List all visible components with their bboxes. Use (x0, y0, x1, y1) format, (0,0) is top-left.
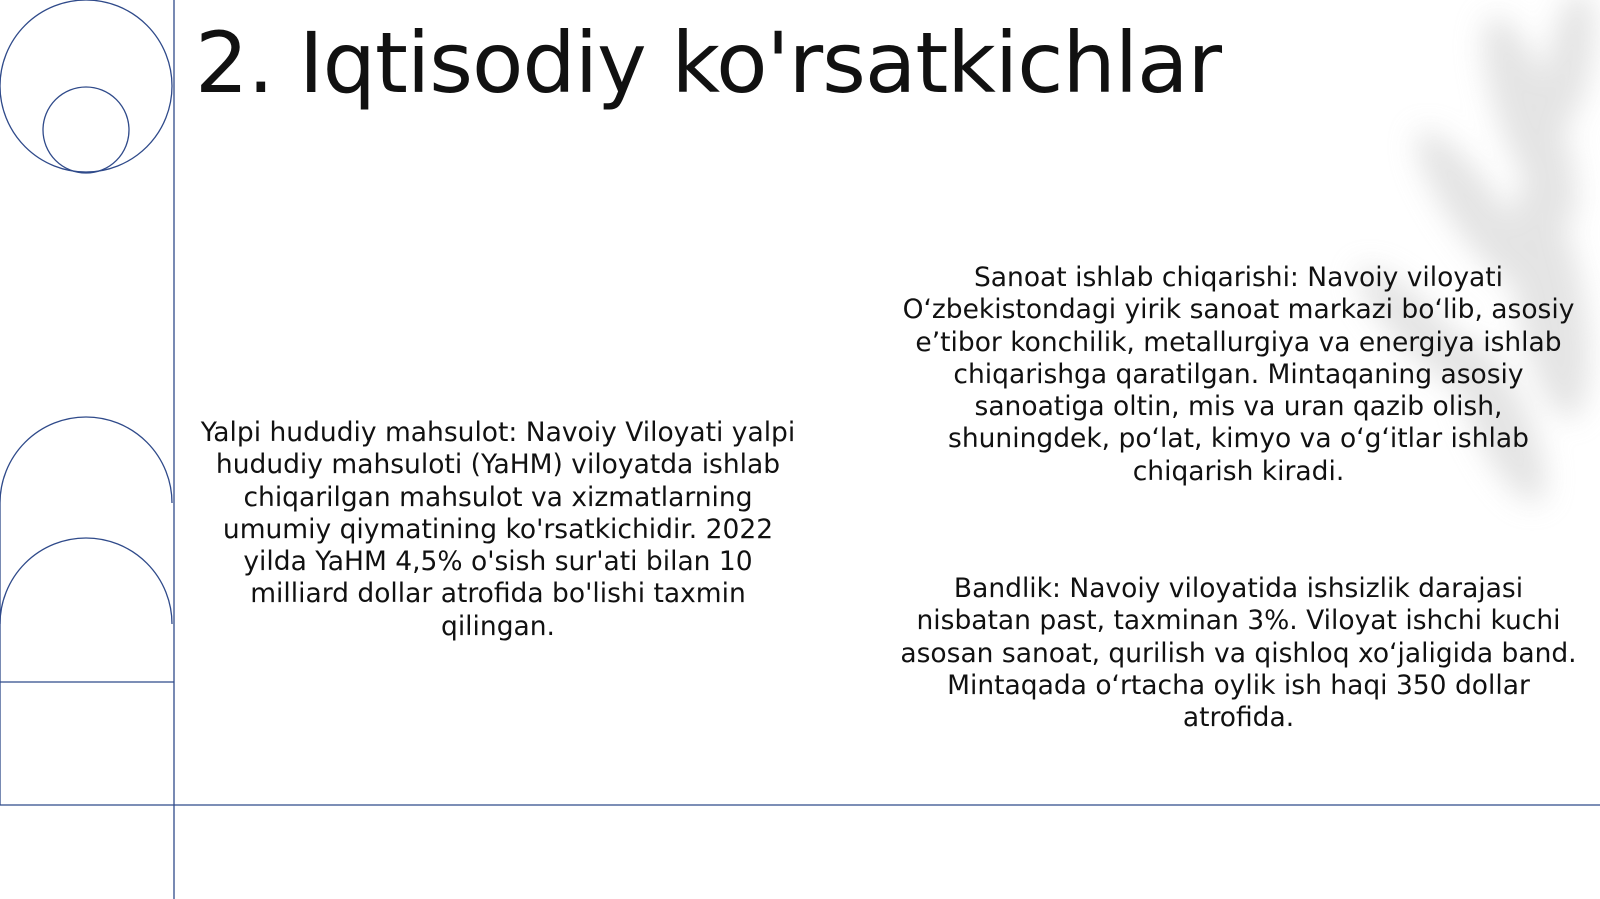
lower-arch (0, 538, 172, 624)
employment-paragraph: Bandlik: Navoiy viloyatida ishsizlik darajasi nisbatan past, taxminan 3%. Viloyat ishchi kuchi asosan sanoat, qurilish va qishloq xo‘jaligida band. Mintaqada o‘rtacha oylik ish haqi 350 dollar atrofida. (900, 573, 1577, 734)
small-circle (43, 87, 129, 173)
gdp-paragraph: Yalpi hududiy mahsulot: Navoiy Viloyati yalpi hududiy mahsuloti (YaHM) viloyatda ishlab chiqarilgan mahsulot va xizmatlarning umumiy qiymatining ko'rsatkichidir. 2022 yilda YaHM 4,5% o'sish sur'ati bilan 10 milliard dollar atrofida bo'lishi taxmin qilingan. (200, 417, 796, 642)
slide-title: 2. Iqtisodiy ko'rsatkichlar (195, 14, 1222, 112)
large-circle (0, 0, 172, 172)
industry-paragraph: Sanoat ishlab chiqarishi: Navoiy viloyati O‘zbekistondagi yirik sanoat markazi bo‘lib, asosiy e’tibor konchilik, metallurgiya va energiya ishlab chiqarishga qaratilgan. Mintaqaning asosiy sanoatiga oltin, mis va uran qazib olish, shuningdek, po‘lat, kimyo va o‘g‘itlar ishlab chiqarish kiradi. (902, 262, 1575, 487)
upper-arch (0, 417, 172, 503)
